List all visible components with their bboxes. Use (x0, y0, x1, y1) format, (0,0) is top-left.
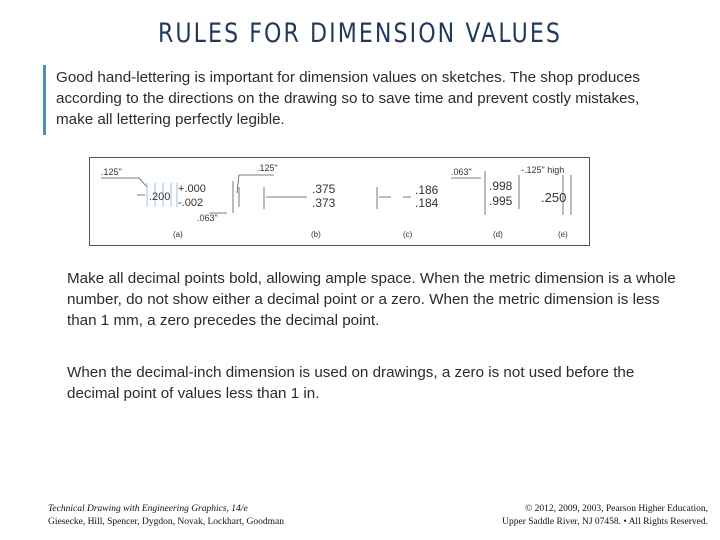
panel-c-v0: .186 (415, 183, 439, 197)
panel-a-label: (a) (173, 230, 183, 239)
footer-copyright (502, 503, 708, 529)
panel-b-v1: .373 (312, 196, 336, 210)
panel-b-label: (b) (311, 230, 321, 239)
panel-a-v1: .200 (149, 191, 171, 203)
panel-a-v3: -.002 (178, 197, 204, 209)
paragraph-decimal-points: Make all decimal points bold, allowing ample space. When the metric dimension is a whole number, do not show either a decimal point or a zero. When the metric dimension is less than 1 mm, a zero precedes the decimal point. (67, 270, 676, 329)
panel-d-v1: .998 (489, 179, 513, 193)
panel-d-v3: -.125" high (521, 165, 565, 175)
panel-a-v4: .125" (257, 163, 278, 173)
slide-title: RULES FOR DIMENSION VALUES (157, 18, 563, 49)
panel-d-label: (d) (493, 230, 503, 239)
panel-d-v2: .995 (489, 194, 513, 208)
panel-d-v0: .063" (451, 167, 472, 177)
panel-e-v0: .250 (541, 190, 567, 205)
paragraph-decimal-inch: When the decimal-inch dimension is used on drawings, a zero is not used before the decimal point of values less than 1 in. (67, 364, 635, 402)
panel-e-label: (e) (558, 230, 568, 239)
panel-a-v5: .063" (197, 213, 218, 223)
footer-copyright-line2: Upper Saddle River, NJ 07458. • All Rights Reserved. (502, 517, 708, 527)
dimension-figure (89, 157, 590, 246)
panel-c-label: (c) (403, 230, 413, 239)
panel-c-v1: .184 (415, 196, 439, 210)
footer-copyright-line1: © 2012, 2009, 2003, Pearson Higher Education, (525, 504, 708, 514)
footer-book-title: Technical Drawing with Engineering Graphics, 14/e (48, 504, 248, 514)
footer-authors: Giesecke, Hill, Spencer, Dygdon, Novak, Lockhart, Goodman (48, 517, 285, 527)
panel-a-v2: +.000 (178, 183, 206, 195)
panel-a-v0: .125" (101, 167, 122, 177)
accent-bar (43, 65, 46, 135)
footer-citation (48, 503, 284, 529)
panel-b-v0: .375 (312, 182, 336, 196)
intro-paragraph: Good hand-lettering is important for dimension values on sketches. The shop produces according to the directions on the drawing so to save time and prevent costly mistakes, make all lettering perfectly legible. (56, 69, 640, 128)
